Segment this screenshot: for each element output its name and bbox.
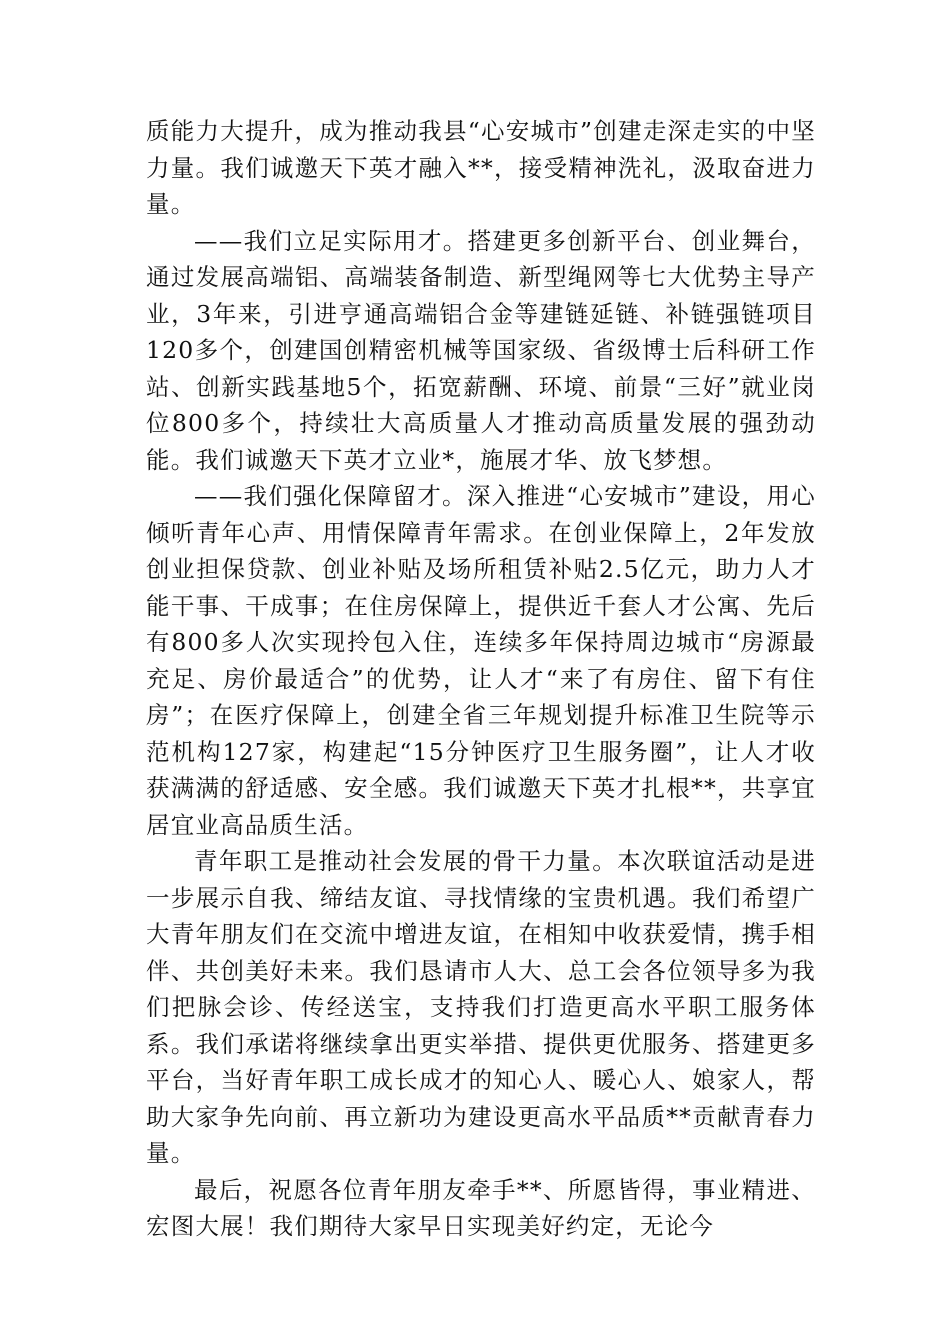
paragraph-young-workers: 青年职工是推动社会发展的骨干力量。本次联谊活动是进一步展示自我、缔结友谊、寻找情缘的宝贵机遇。我们希望广大青年朋友们在交流中增进友谊，在相知中收获爱情，携手相伴、共创美好未来。我们恳请市人大、总工会各位领导多为我们把脉会诊、传经送宝，支持我们打造更高水平职工服务体系。我们承诺将继续拿出更实举措、提供更优服务、搭建更多平台，当好青年职工成长成才的知心人、暖心人、娘家人，帮助大家争先向前、再立新功为建设更高水平品质**贡献青春力量。 <box>146 847 816 1167</box>
paragraph-talent-utilization: ——我们立足实际用才。搭建更多创新平台、创业舞台，通过发展高端铝、高端装备制造、新型绳网等七大优势主导产业，3年来，引进亨通高端铝合金等建链延链、补链强链项目120多个，创建国创精密机械等国家级、省级博士后科研工作站、创新实践基地5个，拓宽薪酬、环境、前景“三好”就业岗位800多个，持续壮大高质量人才推动高质量发展的强劲动能。我们诚邀天下英才立业*，施展才华、放飞梦想。 <box>146 226 816 474</box>
paragraph-talent-retention: ——我们强化保障留才。深入推进“心安城市”建设，用心倾听青年心声、用情保障青年需求。在创业保障上，2年发放创业担保贷款、创业补贴及场所租赁补贴2.5亿元，助力人才能干事、干成事；在住房保障上，提供近千套人才公寓、先后有800多人次实现拎包入住，连续多年保持周边城市“房源最充足、房价最适合”的优势，让人才“来了有房住、留下有住房”；在医疗保障上，创建全省三年规划提升标准卫生院等示范机构127家，构建起“15分钟医疗卫生服务圈”，让人才收获满满的舒适感、安全感。我们诚邀天下英才扎根**，共享宜居宜业高品质生活。 <box>146 482 816 839</box>
document-body <box>146 113 816 1245</box>
paragraph-closing-wishes: 最后，祝愿各位青年朋友牵手**、所愿皆得，事业精进、宏图大展！我们期待大家早日实现美好约定，无论今 <box>146 1175 816 1240</box>
paragraph-opening-continuation: 质能力大提升，成为推动我县“心安城市”创建走深走实的中坚力量。我们诚邀天下英才融入**，接受精神洗礼，汲取奋进力量。 <box>146 117 816 218</box>
